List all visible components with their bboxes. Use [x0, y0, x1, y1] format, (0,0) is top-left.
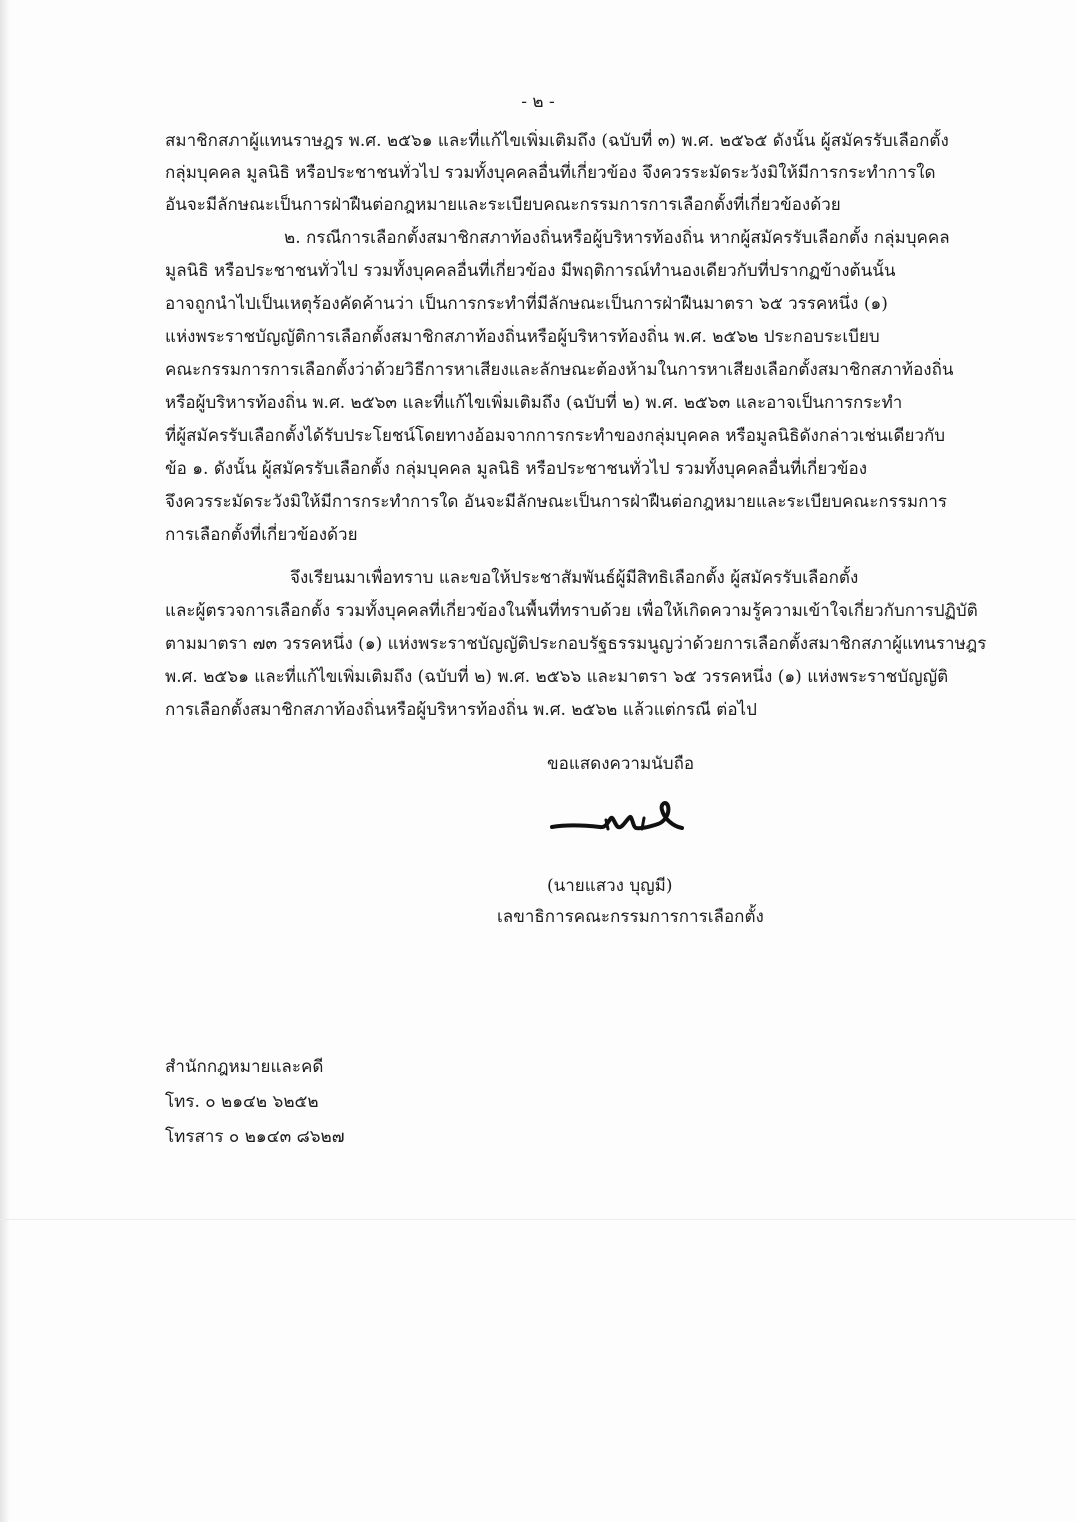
paragraph2-line: การเลือกตั้งที่เกี่ยวข้องด้วย: [165, 525, 358, 545]
paragraph2-line: มูลนิธิ หรือประชาชนทั่วไป รวมทั้งบุคคลอื่นที่เกี่ยวข้อง มีพฤติการณ์ทำนองเดียวกับที่ปรากฏข้างต้นนั้น: [165, 261, 896, 281]
paragraph2-line: ข้อ ๑. ดังนั้น ผู้สมัครรับเลือกตั้ง กลุ่มบุคคล มูลนิธิ หรือประชาชนทั่วไป รวมทั้งบุคคลอื่นที่เกี่ยวข้อง: [165, 459, 868, 479]
signer-name: (นายแสวง บุญมี): [547, 876, 673, 896]
footer-fax: โทรสาร ๐ ๒๑๔๓ ๘๖๒๗: [165, 1127, 345, 1147]
paragraph3-line: และผู้ตรวจการเลือกตั้ง รวมทั้งบุคคลที่เกี่ยวข้องในพื้นที่ทราบด้วย เพื่อให้เกิดความรู้ความเข้าใจเกี่ยวกับการปฏิบัติ: [165, 601, 978, 621]
scan-edge-shadow: [0, 0, 10, 1522]
paragraph2-line: หรือผู้บริหารท้องถิ่น พ.ศ. ๒๕๖๓ และที่แก้ไขเพิ่มเติมถึง (ฉบับที่ ๒) พ.ศ. ๒๕๖๓ และอาจเป็นการกระทำ: [165, 393, 903, 413]
paragraph3-line: การเลือกตั้งสมาชิกสภาท้องถิ่นหรือผู้บริหารท้องถิ่น พ.ศ. ๒๕๖๒ แล้วแต่กรณี ต่อไป: [165, 700, 757, 720]
scan-divider-line: [0, 1219, 1076, 1220]
paragraph3-line: จึงเรียนมาเพื่อทราบ และขอให้ประชาสัมพันธ์ผู้มีสิทธิเลือกตั้ง ผู้สมัครรับเลือกตั้ง: [290, 568, 859, 588]
paragraph1-line: อันจะมีลักษณะเป็นการฝ่าฝืนต่อกฎหมายและระเบียบคณะกรรมการการเลือกตั้งที่เกี่ยวข้องด้วย: [165, 195, 841, 215]
paragraph3-line: พ.ศ. ๒๕๖๑ และที่แก้ไขเพิ่มเติมถึง (ฉบับที่ ๒) พ.ศ. ๒๕๖๖ และมาตรา ๖๕ วรรคหนึ่ง (๑) แห่งพระราชบัญญัติ: [165, 667, 949, 687]
paragraph2-line: คณะกรรมการการเลือกตั้งว่าด้วยวิธีการหาเสียงและลักษณะต้องห้ามในการหาเสียงเลือกตั้งสมาชิกสภาท้องถิ่น: [165, 360, 954, 380]
paragraph1-line: กลุ่มบุคคล มูลนิธิ หรือประชาชนทั่วไป รวมทั้งบุคคลอื่นที่เกี่ยวข้อง จึงควรระมัดระวังมิให้มีการกระทำการใด: [165, 163, 936, 183]
footer-office: สำนักกฎหมายและคดี: [165, 1057, 324, 1077]
paragraph2-line: ที่ผู้สมัครรับเลือกตั้งได้รับประโยชน์โดยทางอ้อมจากการกระทำของกลุ่มบุคคล หรือมูลนิธิดังกล่าวเช่นเดียวกับ: [165, 426, 946, 446]
signer-title: เลขาธิการคณะกรรมการการเลือกตั้ง: [497, 907, 764, 927]
closing-salutation: ขอแสดงความนับถือ: [547, 754, 695, 774]
handwritten-signature: [548, 796, 698, 842]
paragraph2-line: แห่งพระราชบัญญัติการเลือกตั้งสมาชิกสภาท้องถิ่นหรือผู้บริหารท้องถิ่น พ.ศ. ๒๕๖๒ ประกอบระเบียบ: [165, 327, 880, 347]
paragraph3-line: ตามมาตรา ๗๓ วรรคหนึ่ง (๑) แห่งพระราชบัญญัติประกอบรัฐธรรมนูญว่าด้วยการเลือกตั้งสมาชิกสภาผู้แทนราษฎร: [165, 634, 987, 654]
footer-phone: โทร. ๐ ๒๑๔๒ ๖๒๕๒: [165, 1092, 319, 1112]
paragraph2-line: ๒. กรณีการเลือกตั้งสมาชิกสภาท้องถิ่นหรือผู้บริหารท้องถิ่น หากผู้สมัครรับเลือกตั้ง กลุ่มบุคคล: [284, 228, 950, 248]
paragraph2-line: จึงควรระมัดระวังมิให้มีการกระทำการใด อันจะมีลักษณะเป็นการฝ่าฝืนต่อกฎหมายและระเบียบคณะกรรมการ: [165, 492, 948, 512]
paragraph1-line: สมาชิกสภาผู้แทนราษฎร พ.ศ. ๒๕๖๑ และที่แก้ไขเพิ่มเติมถึง (ฉบับที่ ๓) พ.ศ. ๒๕๖๕ ดังนั้น ผู้สมัครรับเลือกตั้ง: [165, 131, 949, 151]
page-number: - ๒ -: [521, 92, 555, 112]
paragraph2-line: อาจถูกนำไปเป็นเหตุร้องคัดค้านว่า เป็นการกระทำที่มีลักษณะเป็นการฝ่าฝืนมาตรา ๖๕ วรรคหนึ่ง (๑): [165, 294, 888, 314]
